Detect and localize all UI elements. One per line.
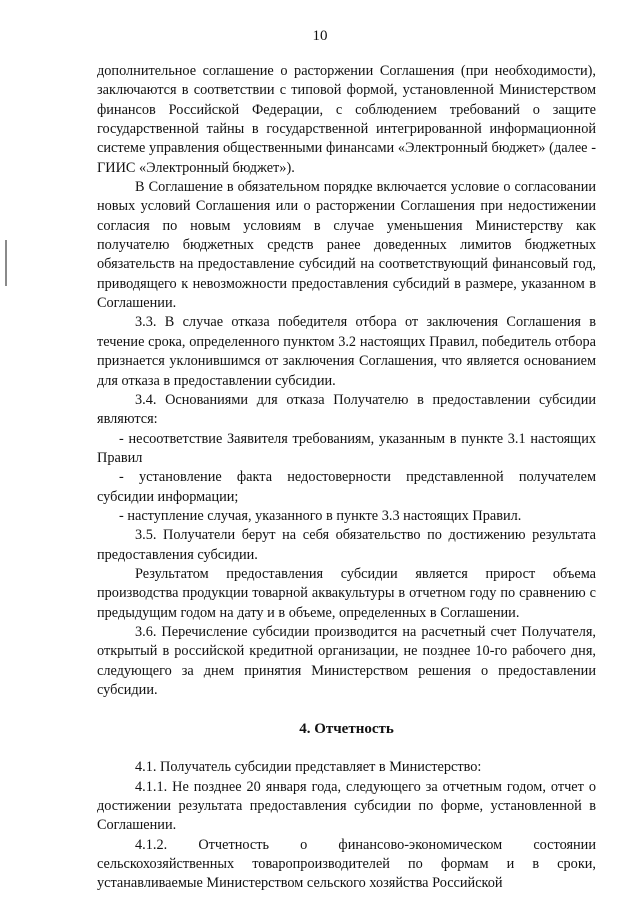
page-number: 10 [312,28,328,44]
document-body [97,62,596,894]
section-heading: 4. Отчетность [299,721,394,738]
paragraph-3-5: 3.5. Получатели берут на себя обязательство по достижению результата предоставления субсидии. [97,527,596,563]
paragraph: Результатом предоставления субсидии является прирост объема производства продукции товарной аквакультуры в отчетном году по сравнению с предыдущим годом на дату и в объеме, определенных в Соглашении. [97,565,596,621]
paragraph-3-6: 3.6. Перечисление субсидии производится на расчетный счет Получателя, открытый в российской кредитной организации, не позднее 10-го рабочего дня, следующего за днем принятия Министерством решения о предоставлении субсидии. [97,623,596,698]
list-item: - наступление случая, указанного в пункте 3.3 настоящих Правил. [119,507,522,524]
margin-mark [5,240,7,286]
paragraph-4-1-1: 4.1.1. Не позднее 20 января года, следующего за отчетным годом, отчет о достижении результата предоставления субсидии по форме, установленной в Соглашении. [97,778,596,834]
paragraph-3-3: 3.3. В случае отказа победителя отбора от заключения Соглашения в течение срока, определенного пунктом 3.2 настоящих Правил, победитель отбора признается уклонившимся от заключения Соглашения, что является основанием для отказа в предоставлении субсидии. [97,314,596,389]
paragraph-3-4: 3.4. Основаниями для отказа Получателю в предоставлении субсидии являются: [97,391,596,428]
paragraph: В Соглашение в обязательном порядке включается условие о согласовании новых условий Соглашения или о расторжении Соглашения при недостижении согласия по новым условиям в случае уменьшения Министерству как получателю бюджетных средств ранее доведенных лимитов бюджетных обязательств на предоставление субсидий на соответствующий финансовый год, приводящего к невозможности предоставления субсидий в размере, указанном в Соглашении. [97,179,596,312]
list-item: - несоответствие Заявителя требованиям, указанным в пункте 3.1 настоящих Правил [97,430,596,466]
paragraph: дополнительное соглашение о расторжении Соглашения (при необходимости), заключаются в соответствии с типовой формой, установленной Министерством финансов Российской Федерации, с соблюдением требований о защите государственной тайны в государственной интегрированной информационной системе управления общественными финансами «Электронный бюджет» (далее - ГИИС «Электронный бюджет»). [97,63,596,176]
paragraph-4-1-2: 4.1.2. Отчетность о финансово-экономическом состоянии сельскохозяйственных товаропроизводителей по формам и в сроки, устанавливаемые Министерством сельского хозяйства Российской [97,836,596,892]
paragraph-4-1: 4.1. Получатель субсидии представляет в Министерство: [135,759,482,776]
list-item: - установление факта недостоверности представленной получателем субсидии информации; [97,469,596,505]
